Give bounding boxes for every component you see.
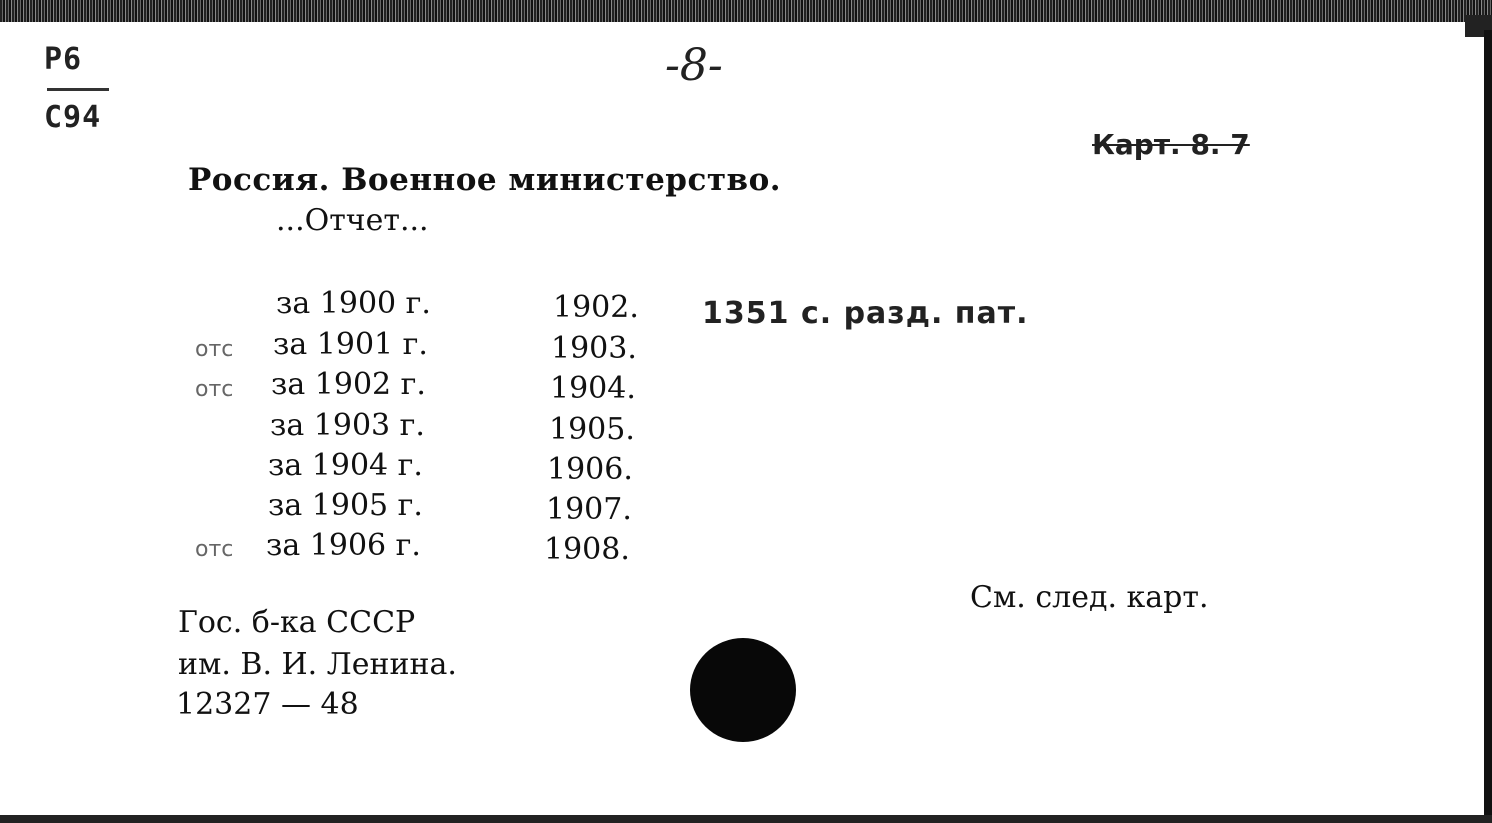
card-punch-hole bbox=[690, 638, 796, 742]
entry-label: за 1900 г. bbox=[276, 286, 431, 321]
imprint-line-1: Гос. б-ка СССР bbox=[178, 605, 416, 640]
subtitle: ...Отчет... bbox=[276, 203, 429, 238]
entry-year: 1903. bbox=[551, 331, 637, 366]
entry-year: 1906. bbox=[547, 452, 633, 487]
entry-year: 1902. bbox=[553, 290, 639, 325]
page-number: -8- bbox=[665, 40, 723, 91]
shelfmark-divider bbox=[47, 88, 109, 91]
entry-year: 1905. bbox=[549, 412, 635, 447]
entry-mark: отс bbox=[195, 537, 234, 562]
entry-mark: отс bbox=[195, 337, 234, 362]
entry-label: за 1905 г. bbox=[268, 488, 423, 523]
entry-year: 1907. bbox=[546, 492, 632, 527]
entry-label: за 1902 г. bbox=[271, 367, 426, 402]
imprint-line-3: 12327 — 48 bbox=[176, 687, 359, 722]
see-next-card: См. след. карт. bbox=[970, 580, 1209, 615]
entry-mark: отс bbox=[195, 377, 234, 402]
card-reference: Карт. 8. 7 bbox=[1092, 128, 1250, 161]
handwritten-page-count: 1351 с. разд. пат. bbox=[702, 296, 1029, 331]
scan-bottom-edge bbox=[0, 815, 1492, 823]
entry-label: за 1901 г. bbox=[273, 327, 428, 362]
heading: Россия. Военное министерство. bbox=[188, 162, 782, 198]
entry-year: 1904. bbox=[550, 371, 636, 406]
scan-right-edge bbox=[1484, 30, 1492, 823]
shelfmark-bottom: С94 bbox=[44, 100, 102, 135]
entry-year: 1908. bbox=[544, 532, 630, 567]
entry-label: за 1903 г. bbox=[270, 408, 425, 443]
shelfmark-top: Р6 bbox=[44, 42, 83, 77]
entry-label: за 1904 г. bbox=[268, 448, 423, 483]
scan-top-edge bbox=[0, 0, 1492, 22]
imprint-line-2: им. В. И. Ленина. bbox=[178, 647, 457, 682]
entry-label: за 1906 г. bbox=[266, 528, 421, 563]
